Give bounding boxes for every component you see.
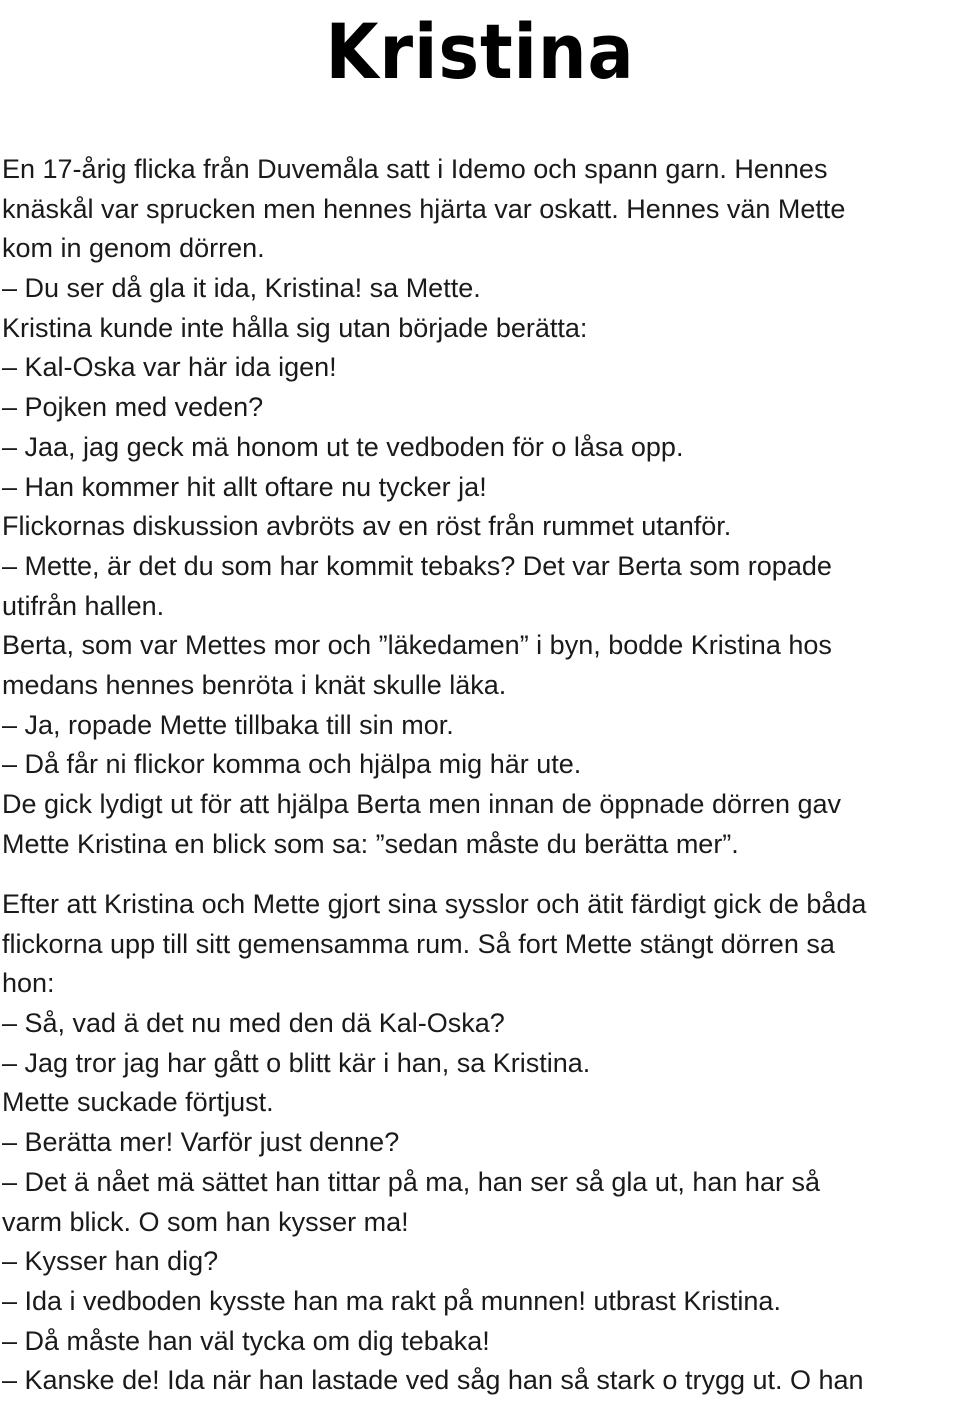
text-line: En 17-årig flicka från Duvemåla satt i Idemo och spann garn. Hennes xyxy=(2,154,828,184)
text-line: – Kanske de! Ida när han lastade ved såg han så stark o trygg ut. O han xyxy=(2,1365,864,1396)
text-line: knäskål var sprucken men hennes hjärta var oskatt. Hennes vän Mette xyxy=(2,193,846,224)
text-line: – Du ser då gla it ida, Kristina! sa Mette. xyxy=(2,273,481,304)
text-line: – Då måste han väl tycka om dig tebaka! xyxy=(2,1325,490,1356)
text-line: Kristina kunde inte hålla sig utan började berätta: xyxy=(2,312,588,343)
text-line: Flickornas diskussion avbröts av en röst från rummet utanför. xyxy=(2,511,732,542)
text-line: – Pojken med veden? xyxy=(2,392,264,423)
text-line: De gick lydigt ut för att hjälpa Berta men innan de öppnade dörren gav xyxy=(2,789,842,819)
text-line: Berta, som var Mettes mor och ”läkedamen” i byn, bodde Kristina hos xyxy=(2,630,832,661)
text-line: – Berätta mer! Varför just denne? xyxy=(2,1127,400,1158)
text-line: hon: xyxy=(2,968,55,999)
text-line: – Då får ni flickor komma och hjälpa mig här ute. xyxy=(2,749,582,780)
text-line: kom in genom dörren. xyxy=(2,233,265,264)
story-paragraph-2 xyxy=(2,885,960,1401)
text-line: – Mette, är det du som har kommit tebaks? Det var Berta som ropade xyxy=(2,550,832,581)
text-line: Mette Kristina en blick som sa: ”sedan måste du berätta mer”. xyxy=(2,828,739,859)
text-line: – Jaa, jag geck mä honom ut te vedboden för o låsa opp. xyxy=(2,431,684,462)
text-line: – Ja, ropade Mette tillbaka till sin mor. xyxy=(2,709,454,740)
text-line: – Det ä nået mä sättet han tittar på ma, han ser så gla ut, han har så xyxy=(2,1166,820,1197)
text-line: – Så, vad ä det nu med den dä Kal-Oska? xyxy=(2,1008,505,1039)
text-line: Mette suckade förtjust. xyxy=(2,1087,274,1118)
text-line: – Kysser han dig? xyxy=(2,1246,219,1277)
text-line: flickorna upp till sitt gemensamma rum. Så fort Mette stängt dörren sa xyxy=(2,928,835,959)
text-line: – Jag tror jag har gått o blitt kär i han, sa Kristina. xyxy=(2,1047,591,1078)
text-line: – Kal-Oska var här ida igen! xyxy=(2,352,337,383)
story-paragraph-1 xyxy=(2,150,960,864)
text-line: utifrån hallen. xyxy=(2,590,165,621)
text-line: varm blick. O som han kysser ma! xyxy=(2,1206,409,1237)
text-line: Efter att Kristina och Mette gjort sina sysslor och ätit färdigt gick de båda xyxy=(2,889,867,919)
text-line: – Ida i vedboden kysste han ma rakt på munnen! utbrast Kristina. xyxy=(2,1285,781,1316)
page-title: Kristina xyxy=(325,7,635,96)
text-line: medans hennes benröta i knät skulle läka. xyxy=(2,669,507,700)
text-line: – Han kommer hit allt oftare nu tycker ja! xyxy=(2,471,487,502)
